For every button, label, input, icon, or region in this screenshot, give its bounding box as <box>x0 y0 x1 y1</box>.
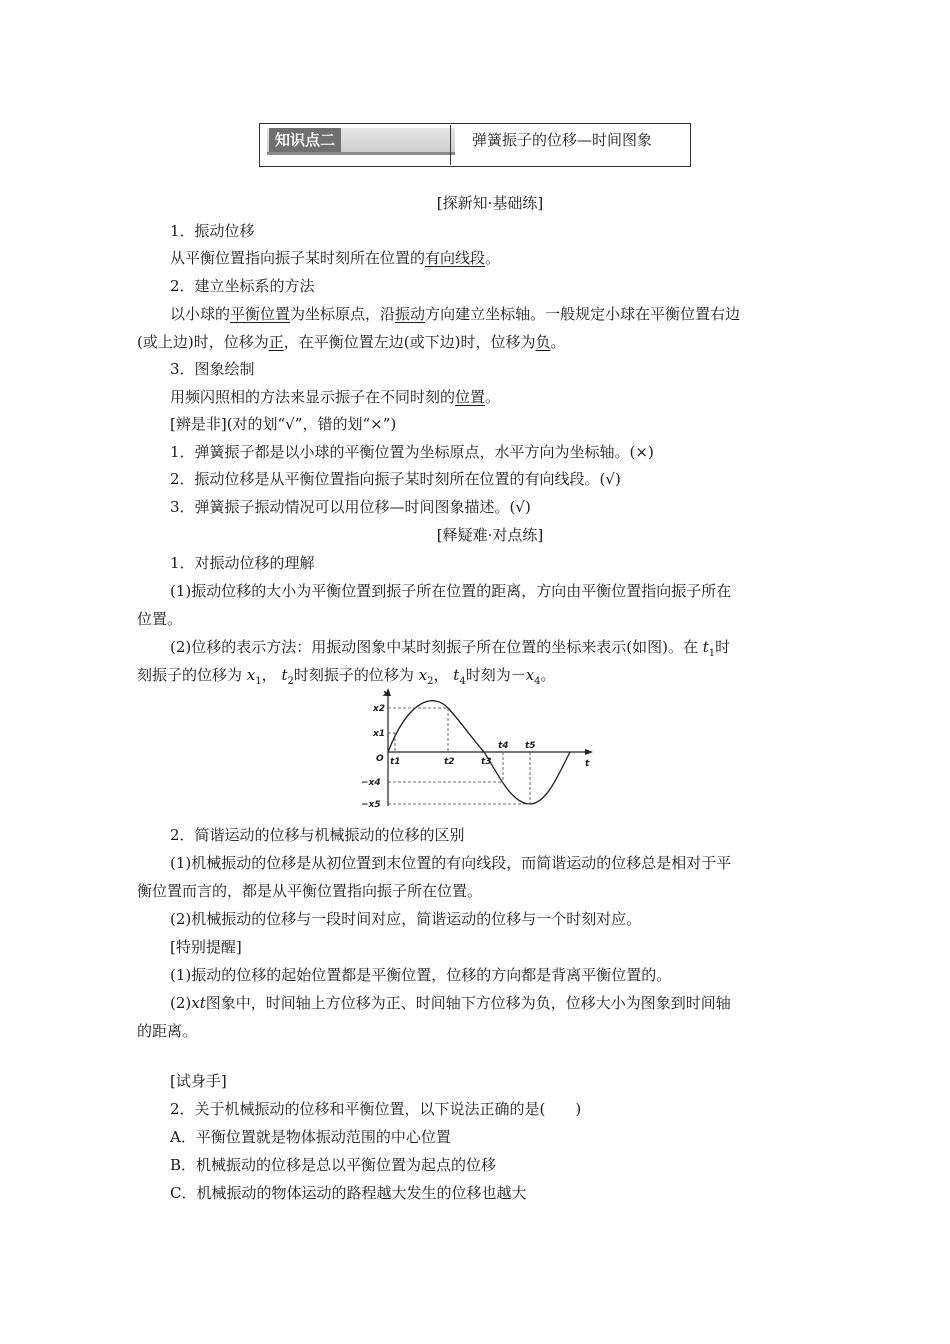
tick-label-x2: x2 <box>373 704 386 714</box>
judge-item-1: 1．弹簧振子都是以小球的平衡位置为坐标原点，水平方向为坐标轴。(×) <box>170 443 654 461</box>
answer-blank: 有向线段 <box>425 249 486 267</box>
tip-1: (1)振动的位移的起始位置都是平衡位置，位移的方向都是背离平衡位置的。 <box>170 966 672 984</box>
item2-text-line1: 以小球的平衡位置为坐标原点，沿振动方向建立坐标轴。一般规定小球在平衡位置右边 <box>170 305 741 323</box>
subsection-heading-clarify: [释疑难·对点练] <box>436 526 544 544</box>
tick-label-t3: t3 <box>481 757 492 767</box>
point2-1-line2: 衡位置而言的，都是从平衡位置指向振子所在位置。 <box>137 882 483 900</box>
option-c: C．机械振动的物体运动的路程越大发生的位移也越大 <box>170 1184 527 1202</box>
tick-label-t2: t2 <box>444 757 455 767</box>
item2-title: 2．建立坐标系的方法 <box>170 277 315 295</box>
item1-title: 1．振动位移 <box>170 222 255 240</box>
section-header <box>259 123 691 167</box>
answer-blank: 负 <box>535 333 551 351</box>
item1-text: 从平衡位置指向振子某时刻所在位置的有向线段。 <box>170 249 501 267</box>
item2-text-line2: (或上边)时，位移为正，在平衡位置左边(或下边)时，位移为负。 <box>137 333 566 351</box>
judge-item-3: 3．弹簧振子振动情况可以用位移—时间图象描述。(√) <box>170 498 531 516</box>
guide-lines <box>388 708 530 804</box>
t-axis-arrow <box>585 749 593 755</box>
displacement-time-graph <box>361 686 600 816</box>
tip-title: [特别提醒] <box>170 938 242 956</box>
judge-item-2: 2．振动位移是从平衡位置指向振子某时刻所在位置的有向线段。(√) <box>170 470 621 488</box>
answer-blank: 正 <box>268 333 284 351</box>
point1-title: 1．对振动位移的理解 <box>170 554 315 572</box>
subsection-heading-new-knowledge: [探新知·基础练] <box>436 194 544 212</box>
axis-label-t: t <box>585 759 590 769</box>
tip-2-line2: 的距离。 <box>137 1022 198 1040</box>
judge-title: [辨是非](对的划“√”，错的划“×”) <box>170 415 397 433</box>
origin-label: O <box>376 754 384 764</box>
header-divider <box>450 125 451 165</box>
tick-label-t1: t1 <box>390 757 401 767</box>
subsection-heading-try: [试身手] <box>170 1072 227 1090</box>
tick-label-x1: x1 <box>373 729 386 739</box>
tick-label-t5: t5 <box>525 741 536 751</box>
tip-2-line1: (2)xt图象中，时间轴上方位移为正、时间轴下方位移为负，位移大小为图象到时间轴 <box>170 994 731 1012</box>
axis-label-x: x <box>383 689 389 699</box>
point2-2: (2)机械振动的位移与一段时间对应，简谐运动的位移与一个时刻对应。 <box>170 910 642 928</box>
item3-text: 用频闪照相的方法来显示振子在不同时刻的位置。 <box>170 388 501 406</box>
section-title: 弹簧振子的位移—时间图象 <box>472 131 653 149</box>
question-2: 2．关于机械振动的位移和平衡位置，以下说法正确的是( ) <box>170 1100 582 1118</box>
answer-blank: 位置 <box>455 388 486 406</box>
point2-title: 2．简谐运动的位移与机械振动的位移的区别 <box>170 826 465 844</box>
option-b: B．机械振动的位移是总以平衡位置为起点的位移 <box>170 1156 497 1174</box>
point1-2-line1: (2)位移的表示方法：用振动图象中某时刻振子所在位置的坐标来表示(如图)。在 $t_1$时 <box>170 638 731 659</box>
item3-title: 3．图象绘制 <box>170 360 255 378</box>
tick-label-neg-x4: −x4 <box>361 778 381 788</box>
tick-label-t4: t4 <box>498 741 509 751</box>
tick-label-neg-x5: −x5 <box>361 800 381 810</box>
answer-blank: 平衡位置 <box>230 305 291 323</box>
answer-blank: 振动 <box>395 305 426 323</box>
point1-1-line1: (1)振动位移的大小为平衡位置到振子所在位置的距离，方向由平衡位置指向振子所在 <box>170 582 732 600</box>
point1-1-line2: 位置。 <box>137 610 183 628</box>
option-a: A．平衡位置就是物体振动范围的中心位置 <box>170 1128 451 1146</box>
section-tag <box>267 128 455 155</box>
point1-2-line2: 刻振子的位移为 $x_1$， $t_2$时刻振子的位移为 $x_2$， $t_4$时刻为$-x_4$。 <box>137 666 556 687</box>
section-tag-label: 知识点二 <box>269 128 341 152</box>
point2-1-line1: (1)机械振动的位移是从初位置到末位置的有向线段，而简谐运动的位移总是相对于平 <box>170 854 732 872</box>
